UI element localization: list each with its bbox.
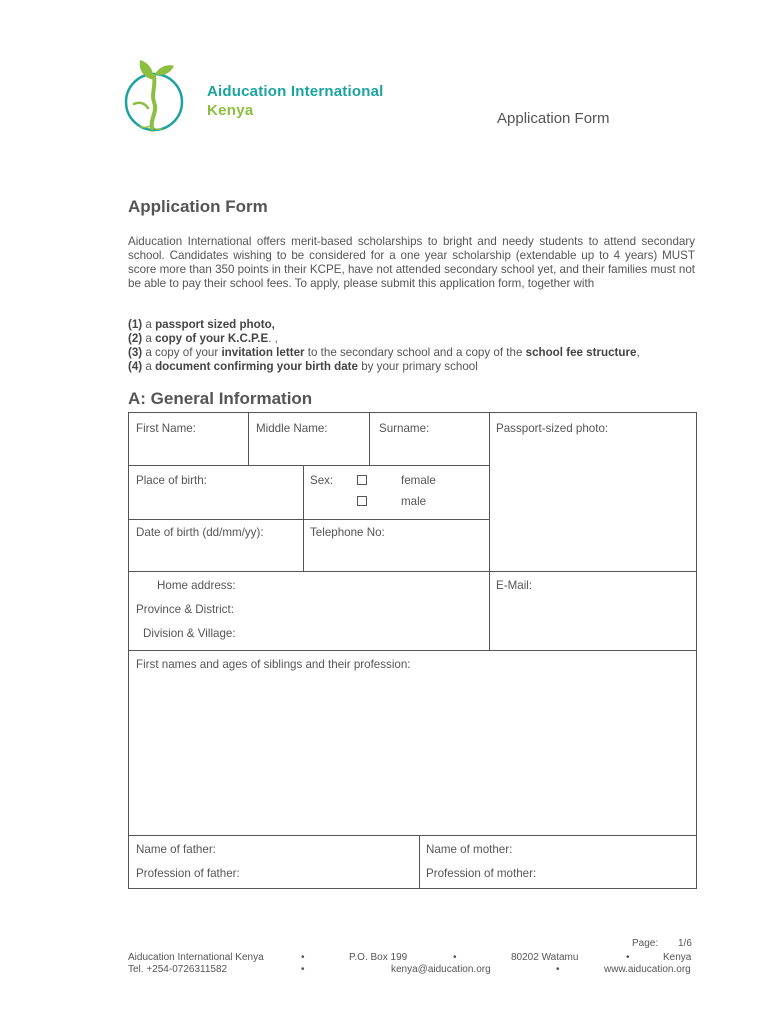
page-label: Page:: [632, 938, 659, 949]
siblings-field[interactable]: First names and ages of siblings and their profession:: [136, 658, 411, 671]
date-of-birth-field[interactable]: Date of birth (dd/mm/yy):: [136, 526, 264, 539]
document-title: Application Form: [128, 197, 268, 216]
mother-name-field[interactable]: Name of mother:: [426, 843, 513, 856]
org-country: Kenya: [207, 102, 254, 119]
sex-label: Sex:: [310, 474, 334, 487]
footer-bullet: •: [453, 952, 457, 963]
telephone-field[interactable]: Telephone No:: [310, 526, 385, 539]
intro-paragraph: Aiducation International offers merit-based scholarships to bright and needy students to attend secondary school. Candidates wishing to be considered for a one year scholarship (extendable up to 4 years) MUST score more than 350 points in their KCPE, have not attended secondary school yet, and their families must not be able to pay their school fees. To apply, please submit this application form, together with: [128, 235, 695, 290]
general-information-form: [128, 412, 697, 889]
place-of-birth-field[interactable]: Place of birth:: [136, 474, 207, 487]
footer-website-link[interactable]: www.aiducation.org: [604, 964, 691, 975]
first-name-field[interactable]: First Name:: [136, 422, 196, 435]
middle-name-field[interactable]: Middle Name:: [256, 422, 328, 435]
footer-po-box: P.O. Box 199: [349, 952, 408, 963]
passport-photo-field[interactable]: Passport-sized photo:: [496, 422, 609, 435]
footer-bullet: •: [626, 952, 630, 963]
requirement-item: (4) a document confirming your birth date by your primary school: [128, 360, 478, 373]
org-name: Aiducation International: [207, 83, 384, 100]
sprout-logo-icon: [122, 50, 186, 132]
surname-field[interactable]: Surname:: [379, 422, 430, 435]
page-number: 1/6: [678, 938, 692, 949]
section-a-title: A: General Information: [128, 389, 313, 408]
female-label: female: [401, 474, 436, 487]
father-name-field[interactable]: Name of father:: [136, 843, 216, 856]
male-checkbox[interactable]: [357, 496, 367, 506]
footer-bullet: •: [301, 964, 305, 975]
home-address-field[interactable]: Home address:: [157, 579, 236, 592]
footer-country: Kenya: [663, 952, 692, 963]
footer-email-link[interactable]: kenya@aiducation.org: [391, 964, 491, 975]
footer-telephone: Tel. +254-0726311582: [128, 964, 228, 975]
division-village-field[interactable]: Division & Village:: [143, 627, 236, 640]
requirement-item: (1) a passport sized photo,: [128, 318, 275, 331]
father-profession-field[interactable]: Profession of father:: [136, 867, 240, 880]
requirement-item: (3) a copy of your invitation letter to the secondary school and a copy of the school fee structure,: [128, 346, 640, 359]
footer-postal: 80202 Watamu: [511, 952, 579, 963]
footer-bullet: •: [556, 964, 560, 975]
mother-profession-field[interactable]: Profession of mother:: [426, 867, 537, 880]
requirements-list: [128, 318, 640, 374]
female-checkbox[interactable]: [357, 475, 367, 485]
province-district-field[interactable]: Province & District:: [136, 603, 234, 616]
footer-org: Aiducation International Kenya: [128, 952, 264, 963]
footer-bullet: •: [301, 952, 305, 963]
requirement-item: (2) a copy of your K.C.P.E. ,: [128, 332, 278, 345]
male-label: male: [401, 495, 427, 508]
email-field[interactable]: E-Mail:: [496, 579, 533, 592]
header-title: Application Form: [497, 110, 610, 127]
